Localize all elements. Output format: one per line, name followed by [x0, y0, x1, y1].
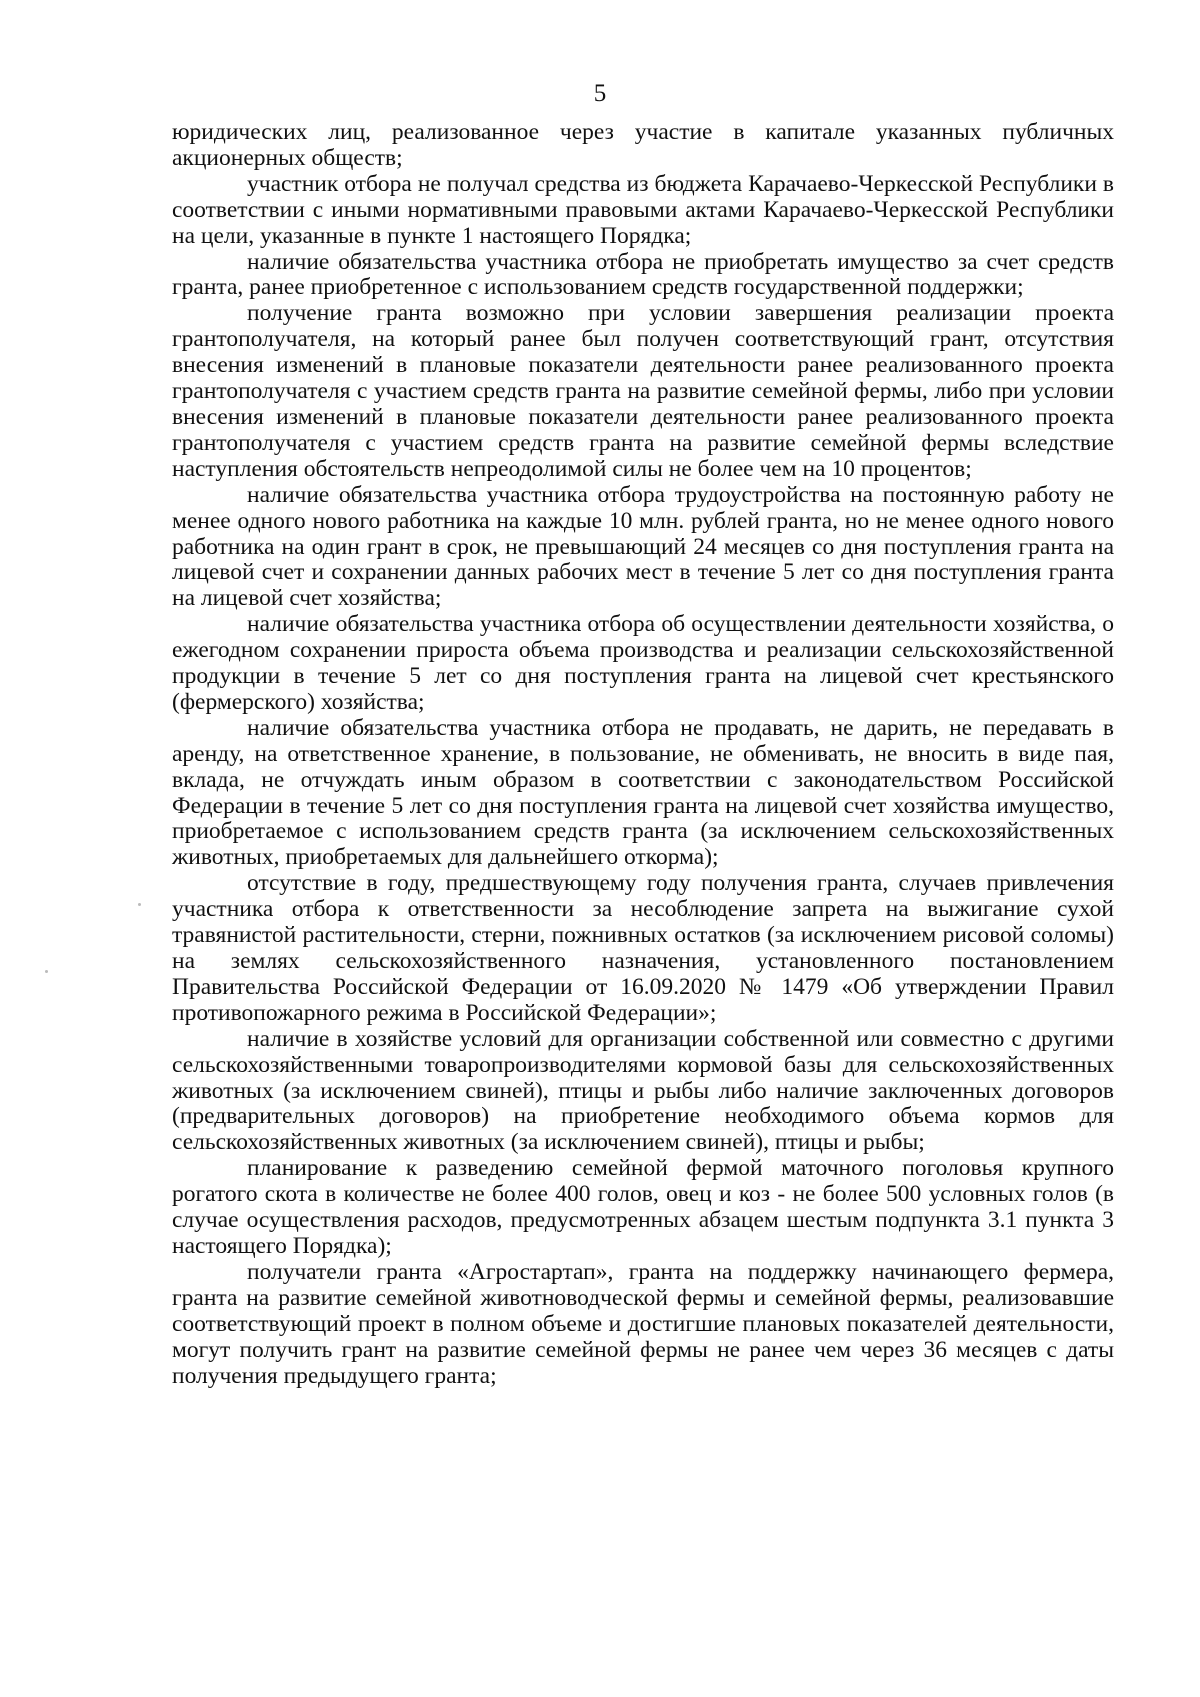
- paragraph: наличие обязательства участника отбора не продавать, не дарить, не передавать в аренду, на ответственное хранение, в пользование, не обменивать, не вносить в виде пая, вклада, не отчуждать иным образом в соответствии с законодательством Российской Федерации в течение 5 лет со дня поступления гранта на лицевой счет хозяйства имущество, приобретаемое с использованием средств гранта (за исключением сельскохозяйственных животных, приобретаемых для дальнейшего откорма);: [172, 714, 1114, 871]
- paragraph: наличие обязательства участника отбора не приобретать имущество за счет средств гранта, ранее приобретенное с использованием средств государственной поддержки;: [172, 248, 1114, 301]
- paragraph: наличие обязательства участника отбора об осуществлении деятельности хозяйства, о ежегодном сохранении прироста объема производства и реализации сельскохозяйственной продукции в течение 5 лет со дня поступления гранта на лицевой счет крестьянского (фермерского) хозяйства;: [172, 611, 1114, 715]
- paragraph: наличие в хозяйстве условий для организации собственной или совместно с другими сельскохозяйственными товаропроизводителями кормовой базы для сельскохозяйственных животных (за исключением свиней), птицы и рыбы либо наличие заключенных договоров (предварительных договоров) на приобретение необходимого объема кормов для сельскохозяйственных животных (за исключением свиней), птицы и рыбы;: [172, 1025, 1114, 1156]
- paragraph-continuation: юридических лиц, реализованное через участие в капитале указанных публичных акционерных обществ;: [172, 119, 1114, 171]
- paragraph: планирование к разведению семейной фермой маточного поголовья крупного рогатого скота в количестве не более 400 голов, овец и коз - не более 500 условных голов (в случае осуществления расходов, предусмотренных абзацем шестым подпункта 3.1 пункта 3 настоящего Порядка);: [172, 1155, 1114, 1259]
- paragraph: наличие обязательства участника отбора трудоустройства на постоянную работу не менее одного нового работника на каждые 10 млн. рублей гранта, но не менее одного нового работника на один грант в срок, не превышающий 24 месяцев со дня поступления гранта на лицевой счет и сохранении данных рабочих мест в течение 5 лет со дня поступления гранта на лицевой счет хозяйства;: [172, 481, 1114, 612]
- paragraph: получатели гранта «Агростартап», гранта на поддержку начинающего фермера, гранта на развитие семейной животноводческой фермы и семейной фермы, реализовавшие соответствующий проект в полном объеме и достигшие плановых показателей деятельности, могут получить грант на развитие семейной фермы не ранее чем через 36 месяцев с даты получения предыдущего гранта;: [172, 1258, 1114, 1389]
- scan-speck: [45, 970, 48, 973]
- scan-speck: [138, 903, 141, 906]
- page-number: 5: [593, 80, 607, 107]
- paragraph: участник отбора не получал средства из бюджета Карачаево-Черкесской Республики в соответствии с иными нормативными правовыми актами Карачаево-Черкесской Республики на цели, указанные в пункте 1 настоящего Порядка;: [172, 170, 1114, 249]
- paragraph: отсутствие в году, предшествующему году получения гранта, случаев привлечения участника отбора к ответственности за несоблюдение запрета на выжигание сухой травянистой растительности, стерни, пожнивных остатков (за исключением рисовой соломы) на землях сельскохозяйственного назначения, установленного постановлением Правительства Российской Федерации от 16.09.2020 № 1479 «Об утверждении Правил противопожарного режима в Российской Федерации»;: [172, 870, 1114, 1026]
- document-body: [172, 120, 1114, 1389]
- paragraph: получение гранта возможно при условии завершения реализации проекта грантополучателя, на который ранее был получен соответствующий грант, отсутствия внесения изменений в плановые показатели деятельности ранее реализованного проекта грантополучателя с участием средств гранта на развитие семейной фермы, либо при условии внесения изменений в плановые показатели деятельности ранее реализованного проекта грантополучателя с участием средств гранта на развитие семейной фермы вследствие наступления обстоятельств непреодолимой силы не более чем на 10 процентов;: [172, 300, 1114, 482]
